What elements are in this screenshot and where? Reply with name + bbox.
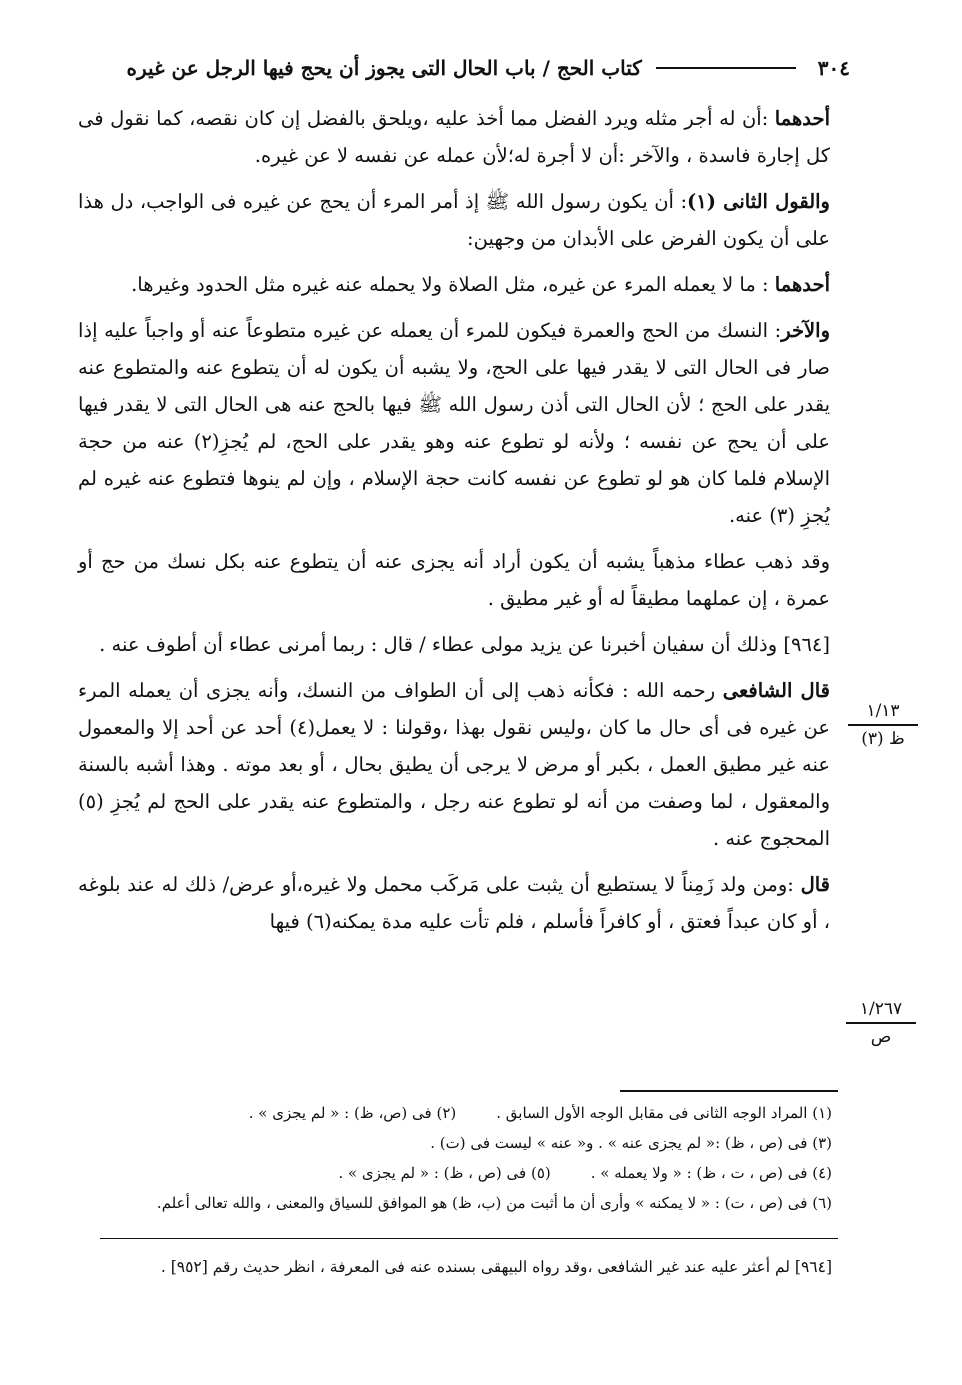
page-number: ٣٠٤	[817, 56, 850, 80]
paragraph-lead: والآخر	[781, 319, 830, 342]
paragraph-text: : النسك من الحج والعمرة فيكون للمرء أن يعمله عن غيره متطوعاً عنه أو واجباً عليه إذا صار فى الحال التى لا يقدر فيها على الحج، ولا يشبه أن يكون له أن يتطوع عنه والمتطوع عنه يقدر على الحج ؛ لأن الحال التى أذن رسول الله ﷺ فيها بالحج عنه هى الحال التى لا يقدر فيها على أن يحج عن نفسه ؛ ولأنه لو تطوع عنه وهو يقدر على الحج، لم يُجزِ(٢) عنه من حجة الإسلام فلما كان هو لو تطوع عن نفسه كانت حجة الإسلام ، وإن لم ينوها فتطوع عنه غيره لم يُجزِ (٣) عنه.	[78, 319, 831, 527]
hadith-note: [٩٦٤] لم أعثر عليه عند غير الشافعى ،وقد رواه البيهقى بسنده عنه فى المعرفة ، انظر حديث رقم [٩٥٢] .	[160, 1258, 832, 1276]
footnote: (٦) فى (ص ، ت) : « لا يمكنه » وأرى أن ما أثبت من (ب، ظ) هو الموافق للسياق والمعنى ، والله تعالى أعلم.	[156, 1194, 832, 1212]
paragraph-text: :أن له أجر مثله ويرد الفضل مما أخذ عليه ،ويلحق بالفضل إن كان نقصه، كما نقول فى كل إجارة فاسدة ، والآخر :أن لا أجرة له؛لأن عمله عن نفسه لا عن غيره.	[78, 107, 830, 167]
paragraph	[78, 183, 830, 257]
paragraph	[78, 266, 830, 303]
footnotes	[90, 1098, 832, 1218]
running-title: كتاب الحج / باب الحال التى يجوز أن يحج فيها الرجل عن غيره	[126, 56, 642, 80]
paragraph-text: : ما لا يعمله المرء عن غيره، مثل الصلاة ولا يحمله عنه غيره مثل الحدود وغيرها.	[131, 273, 775, 296]
paragraph-lead: أحدهما	[774, 273, 830, 296]
footnote-row	[90, 1098, 832, 1128]
margin-note	[846, 998, 916, 1048]
paragraph	[78, 626, 830, 663]
paragraph-text: رحمه الله : فكأنه ذهب إلى أن الطواف من النسك، وأنه يجزى أن يعمله المرء عن غيره فى أى حال ما كان ،وليس نقول بهذا ،وقولنا : لا يعمل(٤) أحد عن أحد إلا والمعمول عنه غير مطيق العمل ، بكبر أو مرض لا يرجى أن يطيق بحال ، أو بعد موته . وهذا أشبه بالسنة والمعقول ، لما وصفت من أنه لو تطوع عنه رجل ، والمتطوع عنه يقدر على الحج لم يُجزِ (٥) المحجوج عنه .	[78, 679, 831, 850]
margin-manuscript: ص	[870, 1027, 892, 1047]
running-header	[60, 50, 850, 86]
paragraph-text: :ومن ولد زَمِناً لا يستطيع أن يثبت على مَركَب محمل ولا غيره،أو عرض/ ذلك له عند بلوغه ، أو كان عبداً فعتق ، أو كافراً فأسلم ، فلم تأت عليه مدة يمكنه(٦) فيها	[78, 873, 830, 933]
paragraph-text: وقد ذهب عطاء مذهباً يشبه أن يكون أراد أنه يجزى عنه أن يتطوع عنه بكل نسك من حج أو عمرة ، إن عملهما مطيقاً له أو غير مطيق .	[78, 550, 830, 610]
paragraph-lead: قال	[800, 873, 830, 896]
main-text	[78, 100, 830, 949]
paragraph-lead: قال الشافعى	[722, 679, 830, 702]
footnote-divider	[620, 1090, 838, 1092]
footnote: (٢) فى (ص، ظ) : « لم يجزى » .	[248, 1104, 457, 1122]
margin-manuscript: ظ (٣)	[861, 729, 905, 749]
footnote-row	[90, 1158, 832, 1188]
footnote: (١) المراد الوجه الثانى فى مقابل الوجه الأول السابق .	[496, 1104, 832, 1122]
footnote: (٥) فى (ص ، ظ) : « لم يجزى » .	[338, 1164, 551, 1182]
footnote: (٣) فى (ص ، ظ) :« لم يجزى عنه » . و« عنه » ليست فى (ت) .	[430, 1134, 832, 1152]
paragraph-lead: والقول الثانى (١)	[687, 190, 830, 213]
paragraph-text: [٩٦٤] وذلك أن سفيان أخبرنا عن يزيد مولى عطاء / قال : ربما أمرنى عطاء أن أطوف عنه .	[99, 633, 830, 656]
footnote: (٤) فى (ص ، ت ، ظ) : « ولا يعمله » .	[590, 1164, 832, 1182]
margin-note	[848, 700, 918, 750]
paragraph	[78, 312, 830, 534]
margin-folio: ١/١٣	[848, 700, 918, 726]
paragraph	[78, 543, 830, 617]
paragraph	[78, 100, 830, 174]
paragraph-lead: أحدهما	[774, 107, 830, 130]
hadith-note-divider	[100, 1238, 838, 1239]
paragraph	[78, 866, 830, 940]
paragraph	[78, 672, 830, 857]
paragraph-text: : أن يكون رسول الله ﷺ إذ أمر المرء أن يحج عن غيره فى الواجب، دل هذا على أن يكون الفرض على الأبدان من وجهين:	[78, 190, 830, 250]
margin-folio: ١/٢٦٧	[846, 998, 916, 1024]
header-rule	[656, 67, 796, 69]
